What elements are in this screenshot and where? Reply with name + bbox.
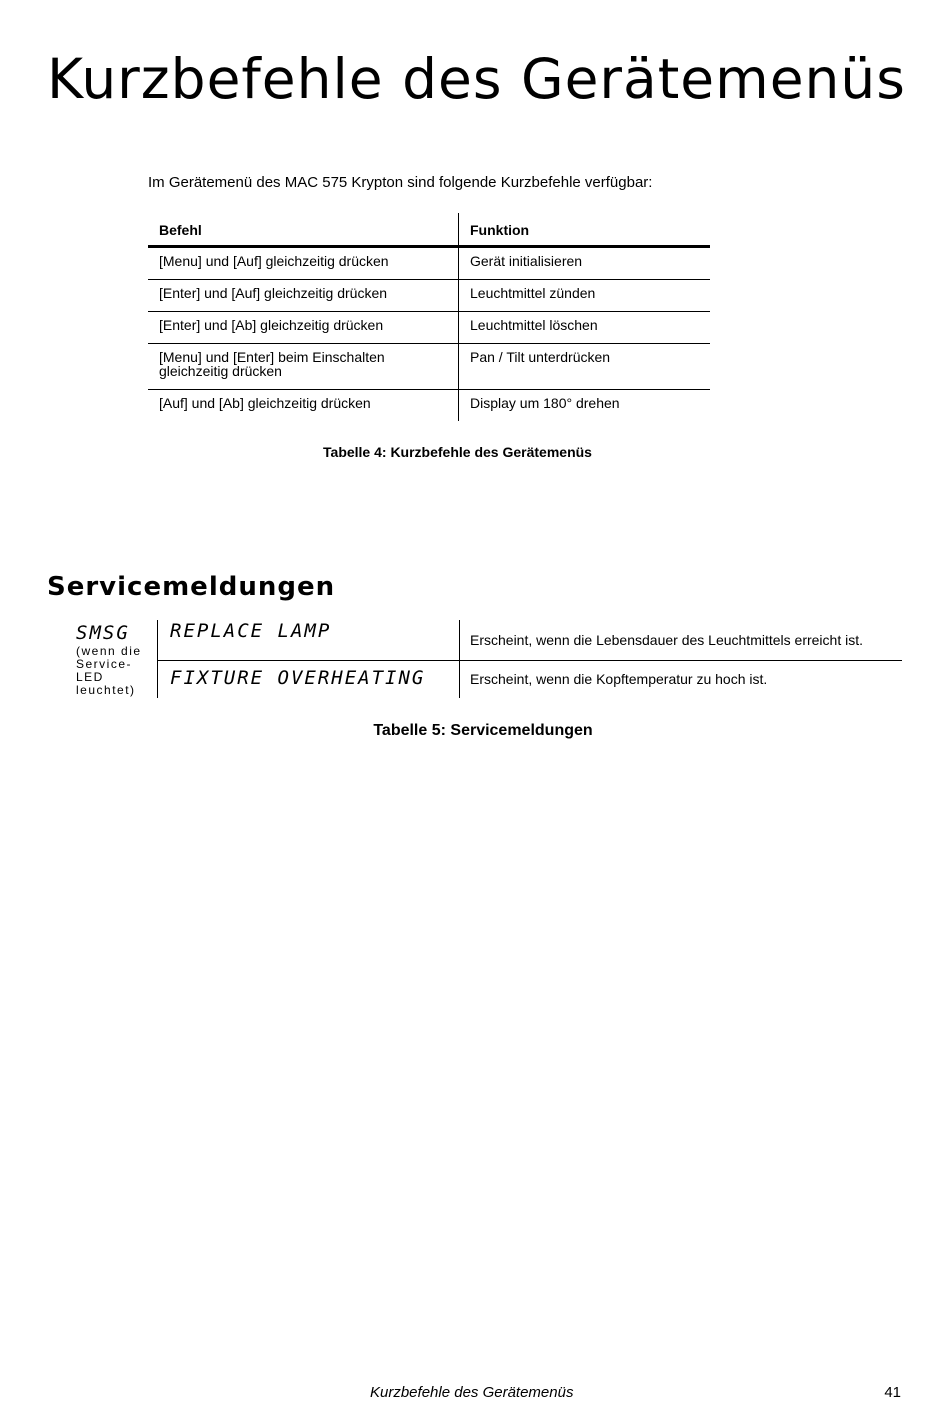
table-row xyxy=(148,344,710,390)
column-header-funktion: Funktion xyxy=(459,213,711,247)
footer-title: Kurzbefehle des Gerätemenüs xyxy=(370,1384,574,1401)
command-cell: [Enter] und [Ab] gleichzeitig drücken xyxy=(148,312,459,344)
command-cell: [Auf] und [Ab] gleichzeitig drücken xyxy=(148,390,459,422)
page-number: 41 xyxy=(884,1384,901,1401)
display-message: FIXTURE OVERHEATING xyxy=(170,667,426,689)
function-cell: Display um 180° drehen xyxy=(470,395,620,411)
function-cell: Pan / Tilt unterdrücken xyxy=(459,344,711,390)
display-message: REPLACE LAMP xyxy=(170,620,332,642)
table-row xyxy=(148,390,710,422)
message-description: Erscheint, wenn die Kopftemperatur zu hoch ist. xyxy=(470,671,768,687)
function-cell: Leuchtmittel zünden xyxy=(459,280,711,312)
service-note: (wenn die Service-LED leuchtet) xyxy=(76,644,142,697)
table-row xyxy=(148,280,710,312)
table-caption: Tabelle 5: Servicemeldungen xyxy=(373,722,593,739)
function-cell: Leuchtmittel löschen xyxy=(459,312,711,344)
intro-text: Im Gerätemenü des MAC 575 Krypton sind folgende Kurzbefehle verfügbar: xyxy=(148,174,653,191)
table-row xyxy=(148,247,710,280)
service-code: SMSG xyxy=(76,622,130,644)
divider xyxy=(157,660,902,661)
table-row xyxy=(148,312,710,344)
section-heading: Servicemeldungen xyxy=(47,572,336,602)
table-caption: Tabelle 4: Kurzbefehle des Gerätemenüs xyxy=(323,444,592,460)
message-description: Erscheint, wenn die Lebensdauer des Leuchtmittels erreicht ist. xyxy=(470,632,863,648)
command-cell: [Enter] und [Auf] gleichzeitig drücken xyxy=(148,280,459,312)
shortcut-table xyxy=(148,213,710,421)
table-header-row xyxy=(148,213,710,247)
command-cell: [Menu] und [Auf] gleichzeitig drücken xyxy=(148,247,459,280)
column-header-befehl: Befehl xyxy=(148,213,459,247)
command-cell: [Menu] und [Enter] beim Einschalten gleichzeitig drücken xyxy=(148,344,459,390)
page-title: Kurzbefehle des Gerätemenüs xyxy=(47,47,906,111)
divider xyxy=(459,620,460,698)
service-code-block xyxy=(76,622,156,697)
divider xyxy=(157,620,158,698)
function-cell: Gerät initialisieren xyxy=(459,247,711,280)
